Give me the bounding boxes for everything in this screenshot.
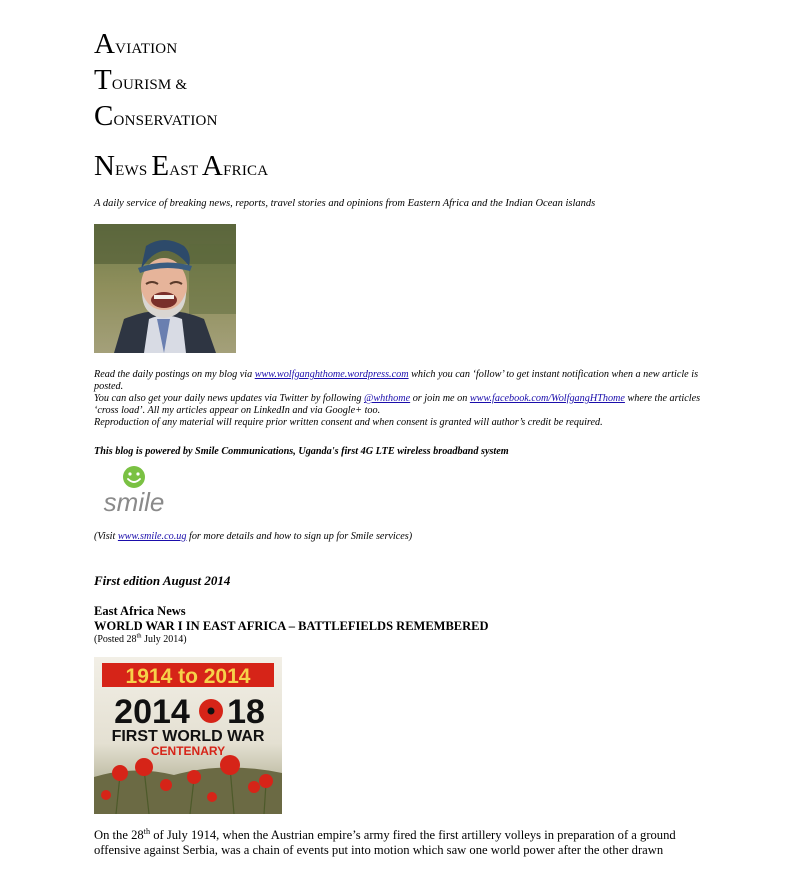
info-reproduction-line: Reproduction of any material will require prior written consent and when consent is granted will author’s credit be required. bbox=[94, 417, 603, 428]
poster-line2b: 18 bbox=[227, 693, 265, 731]
masthead-news-east-africa: NEWS EAST AFRICA bbox=[94, 150, 269, 182]
poster-line4: CENTENARY bbox=[150, 744, 226, 758]
masthead-aviation: AVIATION bbox=[94, 28, 178, 60]
smile-logo bbox=[94, 465, 174, 520]
article-category: East Africa News bbox=[94, 604, 186, 618]
poster-line1: 1914 to 2014 bbox=[125, 665, 251, 688]
poster-line2a: 2014 bbox=[114, 693, 190, 731]
article-posted-date: (Posted 28th July 2014) bbox=[94, 632, 187, 645]
article-body: On the 28th of July 1914, when the Austrian empire’s army fired the first artillery volleys in preparation of a ground offensive against Serbia, was a chain of events put into motion which saw one world power after the other drawn bbox=[94, 826, 676, 857]
visit-line: (Visit www.smile.co.ug for more details and how to sign up for Smile services) bbox=[94, 531, 413, 542]
centenary-poster bbox=[94, 657, 282, 814]
article-headline: WORLD WAR I IN EAST AFRICA – BATTLEFIELDS REMEMBERED bbox=[94, 619, 489, 633]
author-photo bbox=[94, 224, 236, 353]
twitter-link[interactable]: @whthome bbox=[363, 393, 411, 404]
masthead-conservation: CONSERVATION bbox=[94, 100, 218, 132]
blog-info bbox=[94, 369, 704, 429]
smile-logo-text: smile bbox=[103, 487, 165, 517]
powered-by: This blog is powered by Smile Communications, Uganda's first 4G LTE wireless broadband system bbox=[94, 446, 509, 457]
poster-line3: FIRST WORLD WAR bbox=[111, 728, 265, 745]
info-blog-line: Read the daily postings on my blog via www.wolfganghthome.wordpress.com which you can ‘follow’ to get instant notification when a new article is posted. bbox=[94, 369, 699, 392]
facebook-link[interactable]: www.facebook.com/WolfgangHThome bbox=[469, 393, 625, 404]
edition-title: First edition August 2014 bbox=[94, 573, 231, 588]
smile-link[interactable]: www.smile.co.ug bbox=[117, 531, 187, 542]
tagline: A daily service of breaking news, reports, travel stories and opinions from Eastern Africa and the Indian Ocean islands bbox=[94, 198, 596, 209]
blog-link[interactable]: www.wolfganghthome.wordpress.com bbox=[254, 369, 409, 380]
info-social-line: You can also get your daily news updates via Twitter by following @whthome or join me on www.facebook.com/WolfgangHThome where the articles ‘cross load’. All my articles appear on LinkedIn and via Google+ too. bbox=[94, 393, 701, 416]
masthead-tourism: TOURISM & bbox=[94, 64, 188, 96]
